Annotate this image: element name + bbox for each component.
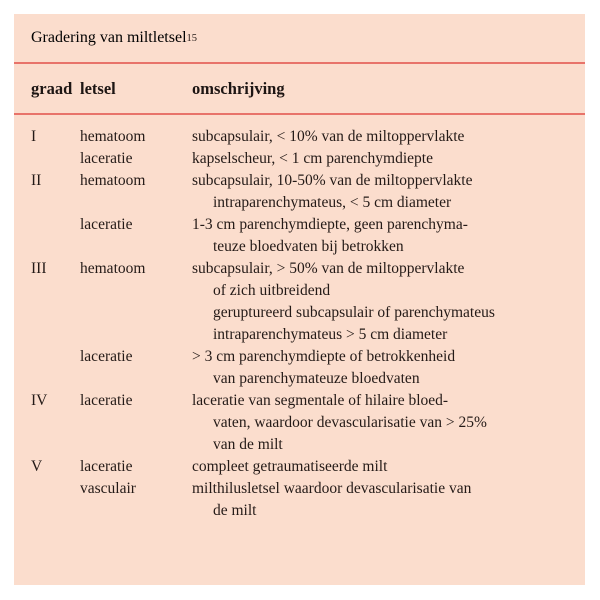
cell-letsel: hematoom <box>80 260 146 277</box>
column-header-omschrijving: omschrijving <box>192 78 285 98</box>
table-subrow <box>14 478 585 522</box>
column-header-graad: graad <box>31 78 73 98</box>
table-subrow <box>14 456 585 478</box>
table-subrow <box>14 214 585 258</box>
description-line: van de milt <box>213 436 283 453</box>
cell-letsel: laceratie <box>80 348 133 365</box>
cell-letsel: laceratie <box>80 458 133 475</box>
table-subrow <box>14 258 585 346</box>
table-subrow <box>14 346 585 390</box>
description-line: laceratie van segmentale of hilaire bloed- <box>192 392 449 409</box>
cell-omschrijving <box>192 170 585 214</box>
description-line: teuze bloedvaten bij betrokken <box>213 238 404 255</box>
table-row <box>14 170 585 258</box>
cell-graad: II <box>31 172 42 189</box>
cell-omschrijving <box>192 258 585 346</box>
table-subrow <box>14 170 585 214</box>
column-header-letsel: letsel <box>80 78 116 98</box>
description-line: subcapsulair, > 50% van de miltoppervlakte <box>192 260 465 277</box>
description-line: kapselscheur, < 1 cm parenchymdiepte <box>192 150 433 167</box>
description-line: geruptureerd subcapsulair of parenchymateus <box>213 304 495 321</box>
cell-letsel: laceratie <box>80 150 133 167</box>
cell-letsel: laceratie <box>80 216 133 233</box>
description-line: vaten, waardoor devascularisatie van > 25% <box>213 414 487 431</box>
description-line: van parenchymateuze bloedvaten <box>213 370 420 387</box>
cell-omschrijving <box>192 346 585 390</box>
cell-letsel: hematoom <box>80 128 146 145</box>
table-row <box>14 456 585 522</box>
table-row <box>14 126 585 170</box>
description-line: subcapsulair, 10-50% van de miltoppervlakte <box>192 172 473 189</box>
description-line: intraparenchymateus > 5 cm diameter <box>213 326 448 343</box>
description-line: > 3 cm parenchymdiepte of betrokkenheid <box>192 348 456 365</box>
caption-title: Gradering van miltletsel <box>31 29 187 46</box>
cell-letsel: vasculair <box>80 480 136 497</box>
cell-letsel: hematoom <box>80 172 146 189</box>
cell-omschrijving <box>192 148 585 170</box>
cell-graad: IV <box>31 392 48 409</box>
description-line: of zich uitbreidend <box>213 282 331 299</box>
table-subrow <box>14 390 585 456</box>
table-row <box>14 258 585 390</box>
cell-omschrijving <box>192 390 585 456</box>
caption-footnote-ref: 15 <box>186 32 198 44</box>
table-body <box>14 115 585 522</box>
table-caption <box>14 14 585 62</box>
cell-omschrijving <box>192 214 585 258</box>
description-line: de milt <box>213 502 257 519</box>
cell-graad: III <box>31 260 47 277</box>
description-line: subcapsulair, < 10% van de miltoppervlakte <box>192 128 465 145</box>
description-line: intraparenchymateus, < 5 cm diameter <box>213 194 452 211</box>
table-header-row <box>14 64 585 113</box>
table-subrow <box>14 126 585 148</box>
cell-graad: I <box>31 128 37 145</box>
description-line: compleet getraumatiseerde milt <box>192 458 388 475</box>
cell-letsel: laceratie <box>80 392 133 409</box>
cell-omschrijving <box>192 478 585 522</box>
description-line: 1-3 cm parenchymdiepte, geen parenchyma- <box>192 216 468 233</box>
cell-graad: V <box>31 458 43 475</box>
cell-omschrijving <box>192 126 585 148</box>
cell-omschrijving <box>192 456 585 478</box>
table-subrow <box>14 148 585 170</box>
table-row <box>14 390 585 456</box>
description-line: milthilusletsel waardoor devascularisatie van <box>192 480 472 497</box>
grading-table <box>14 14 585 585</box>
